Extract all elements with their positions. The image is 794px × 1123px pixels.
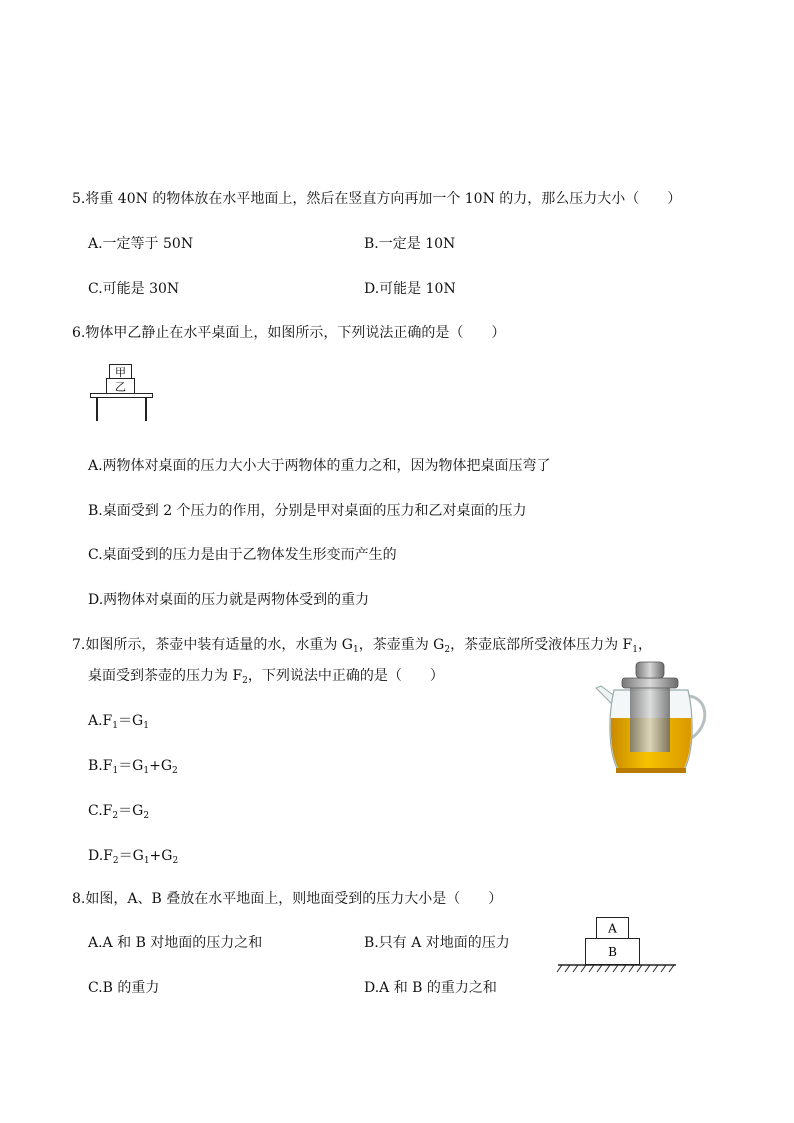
question-5-option-c[interactable]: C.可能是 30N: [88, 281, 180, 297]
question-8-option-c[interactable]: C.B 的重力: [88, 980, 160, 996]
table-with-blocks-figure: [88, 362, 158, 424]
question-6-stem: 6.物体甲乙静止在水平桌面上，如图所示，下列说法正确的是（ ）: [72, 325, 506, 341]
table-top: [91, 394, 153, 398]
block-a-label: A: [608, 921, 617, 936]
question-6-option-d[interactable]: D.两物体对桌面的压力就是两物体受到的重力: [88, 592, 370, 608]
question-7-option-c[interactable]: $C.F_2=G_2$: [88, 803, 150, 821]
question-7-option-b[interactable]: $B.F_1=G_1+G_2$: [88, 758, 178, 776]
question-8-option-d[interactable]: D.A 和 B 的重力之和: [364, 980, 497, 996]
ground-hatching: [557, 965, 674, 972]
question-8-stem: 8.如图，A、B 叠放在水平地面上，则地面受到的压力大小是（ ）: [72, 891, 503, 907]
question-8-option-b[interactable]: B.只有 A 对地面的压力: [364, 935, 510, 951]
question-7-stem-line-1: 7.如图所示，茶壶中装有适量的水，水重为 $G_1$，茶壶重为 $G_2$，茶壶底部所受液体压力为 $F_1$，: [72, 637, 653, 655]
stacked-blocks-figure: [556, 914, 678, 978]
question-6-option-c[interactable]: C.桌面受到的压力是由于乙物体发生形变而产生的: [88, 547, 397, 563]
question-7-option-d[interactable]: $D.F_2=G_1+G_2$: [88, 848, 179, 866]
question-6-option-b[interactable]: B.桌面受到 2 个压力的作用，分别是甲对桌面的压力和乙对桌面的压力: [88, 503, 527, 519]
question-5-option-a[interactable]: A.一定等于 50N: [88, 236, 194, 252]
question-7-option-a[interactable]: $A.F_1=G_1$: [88, 713, 149, 731]
question-8-option-a[interactable]: A.A 和 B 对地面的压力之和: [88, 935, 263, 951]
question-5-option-b[interactable]: B.一定是 10N: [364, 236, 456, 252]
block-b-label: B: [608, 945, 617, 959]
question-5-option-d[interactable]: D.可能是 10N: [364, 281, 456, 297]
question-6-option-a[interactable]: A.两物体对桌面的压力大小大于两物体的重力之和，因为物体把桌面压弯了: [88, 458, 551, 474]
block-jia-label: 甲: [115, 366, 126, 379]
question-7-stem-line-2: 桌面受到茶壶的压力为 $F_2$，下列说法中正确的是（ ）: [88, 668, 444, 686]
question-5-stem: 5.将重 40N 的物体放在水平地面上，然后在竖直方向再加一个 10N 的力，那么压力大小（ ）: [72, 191, 682, 207]
block-yi-label: 乙: [115, 380, 126, 394]
teapot-image: [592, 656, 714, 776]
